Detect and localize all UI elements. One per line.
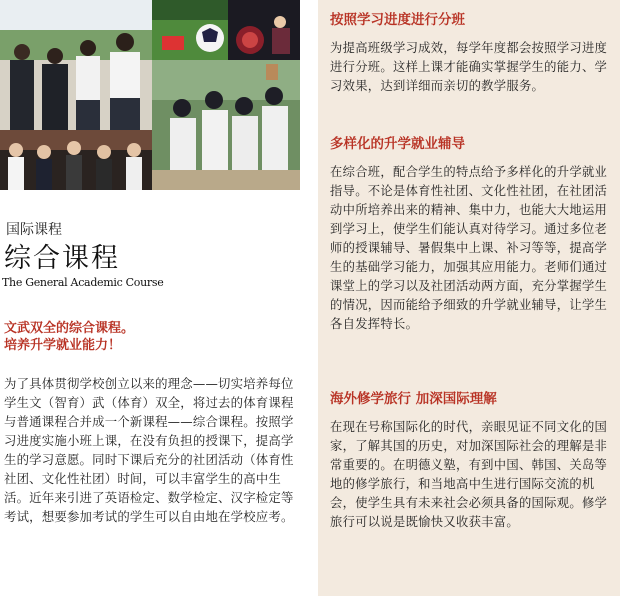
- section-label: 国际课程: [6, 222, 62, 238]
- section-class-placement: [330, 8, 614, 96]
- section-overseas-trip: [330, 387, 614, 532]
- section-paragraph: 在现在号称国际化的时代，亲眼见证不同文化的国家，了解其国的历史，对加深国际社会的理解是非常重要的。在明德义塾，有到中国、韩国、关岛等地的修学旅行，和当地高中生进行国际交流的机会，使学生具有未来社会必须具备的国际观。修学旅行可以说是既愉快又收获丰富。: [330, 420, 608, 529]
- baseball-photo: [152, 60, 300, 190]
- lead-line-1: 文武双全的综合课程。: [4, 321, 135, 336]
- course-subtitle: The General Academic Course: [2, 276, 164, 289]
- section-paragraph: 为提高班级学习成效，每学年度都会按照学习进度进行分班。这样上课才能确实掌握学生的能力、学习效果，达到详细而亲切的教学服务。: [330, 41, 608, 93]
- students-photo: [0, 0, 152, 130]
- lead-text: [4, 320, 134, 354]
- group-photo: [0, 130, 152, 190]
- soccer-photo: [152, 0, 228, 60]
- section-heading: 按照学习进度进行分班: [330, 12, 465, 28]
- lead-line-2: 培养升学就业能力！: [4, 338, 122, 353]
- intro-paragraph: 为了具体贯彻学校创立以来的理念——切实培养每位学生文（智育）武（体育）双全，将过去的体育课程与普通课程合并成一个新课程——综合课程。按照学习进度实施小班上课，在没有负担的授课下，提高学生的学习意愿。同时下课后充分的社团活动（体育性社团、文化性社团）时间，可以丰富学生的高中生活。近年来引进了英语检定、数学检定、汉字检定等考试，想要参加考试的学生可以自由地在学校应考。: [4, 376, 294, 524]
- section-heading: 海外修学旅行 加深国际理解: [330, 391, 497, 407]
- section-career-guidance: [330, 132, 614, 334]
- section-heading: 多样化的升学就业辅导: [330, 136, 465, 152]
- band-photo: [228, 0, 300, 60]
- photo-collage: [0, 0, 300, 190]
- section-paragraph: 在综合班，配合学生的特点给予多样化的升学就业指导。不论是体育性社团、文化性社团，在社团活动中所培养出来的精神、集中力，也能大大地运用到学习上，使学生们能认真对待学习。通过多位老师的授课辅导、暑假集中上课、补习等等，提高学生的基础学习能力，加强其应用能力。老师们通过课堂上的学习以及社团活动两方面，充分掌握学生的情况，因而能给予细致的升学就业辅导，让学生各自发挥特长。: [330, 165, 608, 331]
- course-title: 综合课程: [4, 243, 120, 274]
